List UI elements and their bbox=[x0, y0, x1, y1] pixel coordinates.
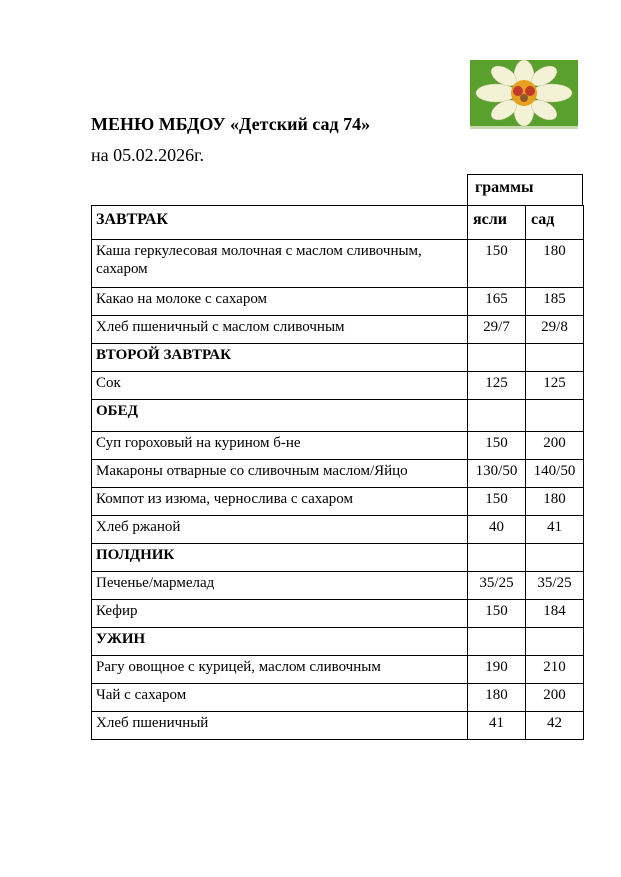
nursery-grams: 190 bbox=[468, 656, 526, 684]
dish-name: Рагу овощное с курицей, маслом сливочным bbox=[92, 656, 468, 684]
nursery-grams: 40 bbox=[468, 516, 526, 544]
menu-date: на 05.02.2026г. bbox=[91, 145, 204, 165]
table-row bbox=[92, 240, 584, 288]
section-title: ОБЕД bbox=[92, 400, 468, 432]
table-row bbox=[92, 488, 584, 516]
section-title: ВТОРОЙ ЗАВТРАК bbox=[92, 344, 468, 372]
section-row bbox=[92, 400, 584, 432]
dish-name: Хлеб пшеничный с маслом сливочным bbox=[92, 316, 468, 344]
menu-table-body bbox=[92, 206, 584, 740]
garden-grams: 210 bbox=[526, 656, 584, 684]
dish-name: Кефир bbox=[92, 600, 468, 628]
garden-grams: 185 bbox=[526, 288, 584, 316]
grams-header: граммы bbox=[467, 174, 583, 205]
menu-table bbox=[91, 205, 584, 740]
column-nursery: ясли bbox=[468, 206, 526, 240]
garden-grams: 35/25 bbox=[526, 572, 584, 600]
garden-grams: 42 bbox=[526, 712, 584, 740]
nursery-grams: 165 bbox=[468, 288, 526, 316]
garden-grams: 200 bbox=[526, 432, 584, 460]
empty-cell bbox=[468, 400, 526, 432]
flower-logo-icon bbox=[470, 60, 578, 126]
empty-cell bbox=[526, 544, 584, 572]
dish-name: Печенье/мармелад bbox=[92, 572, 468, 600]
table-row bbox=[92, 460, 584, 488]
dish-name: Хлеб ржаной bbox=[92, 516, 468, 544]
page-title: МЕНЮ МБДОУ «Детский сад 74» bbox=[91, 114, 371, 134]
garden-grams: 184 bbox=[526, 600, 584, 628]
section-row bbox=[92, 544, 584, 572]
dish-name: Суп гороховый на курином б-не bbox=[92, 432, 468, 460]
nursery-grams: 29/7 bbox=[468, 316, 526, 344]
table-header-row bbox=[92, 206, 584, 240]
empty-cell bbox=[526, 344, 584, 372]
section-title: УЖИН bbox=[92, 628, 468, 656]
nursery-grams: 35/25 bbox=[468, 572, 526, 600]
nursery-grams: 150 bbox=[468, 432, 526, 460]
table-row bbox=[92, 712, 584, 740]
nursery-grams: 125 bbox=[468, 372, 526, 400]
table-row bbox=[92, 288, 584, 316]
section-row bbox=[92, 628, 584, 656]
kindergarten-logo bbox=[470, 60, 578, 129]
empty-cell bbox=[468, 544, 526, 572]
table-row bbox=[92, 372, 584, 400]
garden-grams: 200 bbox=[526, 684, 584, 712]
section-row bbox=[92, 344, 584, 372]
nursery-grams: 150 bbox=[468, 488, 526, 516]
garden-grams: 29/8 bbox=[526, 316, 584, 344]
nursery-grams: 41 bbox=[468, 712, 526, 740]
garden-grams: 41 bbox=[526, 516, 584, 544]
table-row bbox=[92, 572, 584, 600]
nursery-grams: 180 bbox=[468, 684, 526, 712]
dish-name: Сок bbox=[92, 372, 468, 400]
empty-cell bbox=[526, 628, 584, 656]
nursery-grams: 150 bbox=[468, 600, 526, 628]
empty-cell bbox=[468, 344, 526, 372]
table-row bbox=[92, 656, 584, 684]
table-row bbox=[92, 432, 584, 460]
empty-cell bbox=[526, 400, 584, 432]
table-row bbox=[92, 600, 584, 628]
empty-cell bbox=[468, 628, 526, 656]
dish-name: Хлеб пшеничный bbox=[92, 712, 468, 740]
section-breakfast: ЗАВТРАК bbox=[92, 206, 468, 240]
section-title: ПОЛДНИК bbox=[92, 544, 468, 572]
table-row bbox=[92, 316, 584, 344]
table-row bbox=[92, 684, 584, 712]
nursery-grams: 150 bbox=[468, 240, 526, 288]
dish-name: Какао на молоке с сахаром bbox=[92, 288, 468, 316]
garden-grams: 140/50 bbox=[526, 460, 584, 488]
garden-grams: 125 bbox=[526, 372, 584, 400]
nursery-grams: 130/50 bbox=[468, 460, 526, 488]
column-garden: сад bbox=[526, 206, 584, 240]
dish-name: Компот из изюма, чернослива с сахаром bbox=[92, 488, 468, 516]
garden-grams: 180 bbox=[526, 488, 584, 516]
table-row bbox=[92, 516, 584, 544]
garden-grams: 180 bbox=[526, 240, 584, 288]
dish-name: Макароны отварные со сливочным маслом/Яйцо bbox=[92, 460, 468, 488]
dish-name: Чай с сахаром bbox=[92, 684, 468, 712]
dish-name: Каша геркулесовая молочная с маслом сливочным, сахаром bbox=[92, 240, 468, 288]
